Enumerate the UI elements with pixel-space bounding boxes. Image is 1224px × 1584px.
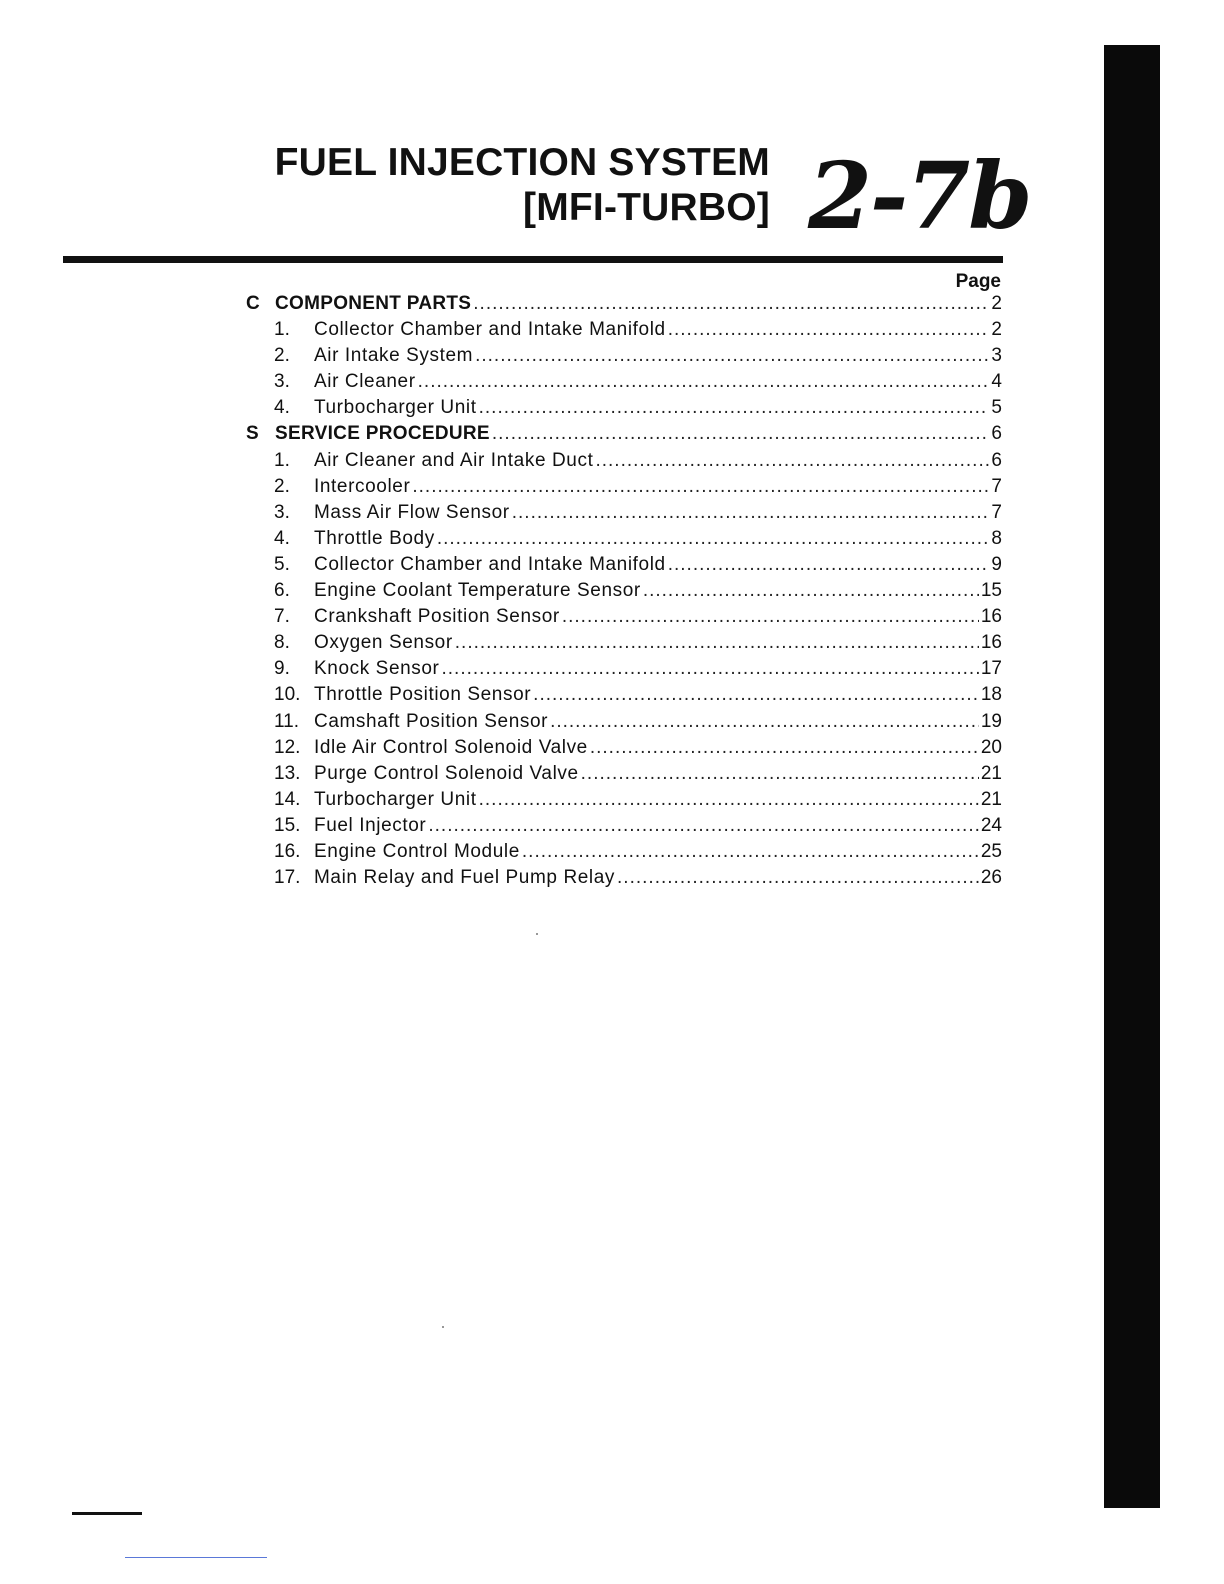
toc-item-row[interactable]	[246, 865, 1002, 891]
toc-item-number: 10.	[274, 684, 301, 706]
toc-item-row[interactable]	[246, 500, 1002, 526]
toc-item-title: Knock Sensor	[314, 658, 440, 680]
toc-section-title: SERVICE PROCEDURE	[275, 423, 490, 445]
toc-item-number: 5.	[274, 553, 290, 575]
toc-page-number: 26	[980, 867, 1002, 889]
toc-leader-dots	[442, 656, 979, 682]
toc-item-row[interactable]	[246, 787, 1002, 813]
toc-item-row[interactable]	[246, 682, 1002, 708]
toc-item-row[interactable]	[246, 317, 1002, 343]
toc-leader-dots	[522, 839, 979, 865]
toc-leader-dots	[473, 291, 989, 317]
toc-page-number: 2	[991, 319, 1002, 341]
toc-item-title: Air Cleaner	[314, 371, 416, 393]
toc-leader-dots	[492, 421, 990, 447]
toc-leader-dots	[479, 787, 979, 813]
toc-item-number: 6.	[274, 580, 290, 602]
thumb-index-edge-bar	[1104, 45, 1160, 1508]
toc-page-number: 7	[991, 475, 1002, 497]
toc-page-number: 7	[991, 501, 1002, 523]
toc-leader-dots	[512, 500, 990, 526]
toc-page-number: 6	[991, 423, 1002, 445]
toc-page-column-label: Page	[955, 271, 1001, 292]
toc-item-number: 12.	[274, 736, 301, 758]
toc-leader-dots	[412, 474, 989, 500]
toc-page-number: 16	[980, 606, 1002, 628]
toc-page-number: 8	[991, 527, 1002, 549]
toc-leader-dots	[595, 448, 989, 474]
toc-item-row[interactable]	[246, 656, 1002, 682]
toc-item-number: 13.	[274, 762, 301, 784]
toc-leader-dots	[418, 369, 990, 395]
toc-item-number: 2.	[274, 345, 290, 367]
toc-leader-dots	[590, 735, 979, 761]
toc-item-row[interactable]	[246, 395, 1002, 421]
toc-item-title: Turbocharger Unit	[314, 397, 477, 419]
toc-page-number: 24	[980, 814, 1002, 836]
toc-item-row[interactable]	[246, 709, 1002, 735]
toc-item-number: 17.	[274, 867, 301, 889]
toc-section-letter: C	[246, 293, 260, 314]
toc-page-number: 6	[991, 449, 1002, 471]
toc-page-number: 3	[991, 345, 1002, 367]
scan-mark	[72, 1512, 142, 1515]
toc-leader-dots	[643, 578, 979, 604]
toc-item-row[interactable]	[246, 813, 1002, 839]
toc-section-letter: S	[246, 423, 259, 445]
toc-item-row[interactable]	[246, 630, 1002, 656]
toc-section-row[interactable]	[246, 421, 1002, 447]
toc-page-number: 2	[991, 293, 1002, 314]
toc-item-title: Collector Chamber and Intake Manifold	[314, 553, 666, 575]
toc-item-number: 3.	[274, 501, 290, 523]
toc-item-title: Idle Air Control Solenoid Valve	[314, 736, 588, 758]
toc-page-number: 20	[980, 736, 1002, 758]
toc-page-number: 5	[991, 397, 1002, 419]
toc-item-number: 1.	[274, 319, 290, 341]
toc-page-number: 4	[991, 371, 1002, 393]
title-line-2: [MFI-TURBO]	[523, 186, 770, 229]
toc-item-title: Camshaft Position Sensor	[314, 710, 549, 732]
toc-item-title: Air Cleaner and Air Intake Duct	[314, 449, 594, 471]
toc-item-title: Engine Control Module	[314, 840, 520, 862]
toc-leader-dots	[581, 761, 979, 787]
toc-item-row[interactable]	[246, 839, 1002, 865]
toc-item-title: Intercooler	[314, 475, 411, 497]
toc-page-number: 21	[980, 762, 1002, 784]
toc-item-row[interactable]	[246, 552, 1002, 578]
toc-leader-dots	[437, 526, 990, 552]
header-rule	[63, 256, 1003, 263]
toc-page-number: 21	[980, 788, 1002, 810]
toc-item-number: 1.	[274, 449, 290, 471]
toc-item-number: 9.	[274, 658, 290, 680]
toc-item-title: Engine Coolant Temperature Sensor	[314, 580, 641, 602]
toc-item-title: Main Relay and Fuel Pump Relay	[314, 867, 616, 889]
toc-item-title: Fuel Injector	[314, 814, 427, 836]
toc-item-number: 16.	[274, 840, 301, 862]
toc-item-number: 11.	[274, 710, 300, 732]
toc-item-row[interactable]	[246, 474, 1002, 500]
toc-leader-dots	[455, 630, 979, 656]
toc-item-number: 3.	[274, 371, 290, 393]
toc-page-number: 15	[980, 580, 1002, 602]
toc-item-title: Throttle Body	[314, 527, 435, 549]
toc-item-title: Collector Chamber and Intake Manifold	[314, 319, 666, 341]
toc-page-number: 18	[980, 684, 1002, 706]
toc-item-number: 15.	[274, 814, 301, 836]
toc-item-row[interactable]	[246, 526, 1002, 552]
toc-item-number: 14.	[274, 788, 301, 810]
toc-leader-dots	[533, 682, 979, 708]
toc-item-row[interactable]	[246, 735, 1002, 761]
toc-leader-dots	[479, 395, 990, 421]
dust-speck	[536, 933, 538, 935]
toc-item-row[interactable]	[246, 761, 1002, 787]
page-title	[150, 140, 770, 230]
table-of-contents	[246, 291, 1002, 891]
toc-item-title: Throttle Position Sensor	[314, 684, 532, 706]
toc-leader-dots	[428, 813, 979, 839]
toc-item-title: Crankshaft Position Sensor	[314, 606, 560, 628]
toc-page-number: 16	[980, 632, 1002, 654]
section-number: 2-7b	[808, 142, 1031, 250]
toc-item-row[interactable]	[246, 604, 1002, 630]
toc-item-number: 8.	[274, 632, 290, 654]
toc-item-title: Purge Control Solenoid Valve	[314, 762, 579, 784]
toc-page-number: 9	[991, 553, 1002, 575]
blue-rule-line	[125, 1557, 267, 1558]
toc-item-row[interactable]	[246, 448, 1002, 474]
toc-item-row[interactable]	[246, 369, 1002, 395]
toc-leader-dots	[668, 552, 990, 578]
toc-item-title: Air Intake System	[314, 345, 474, 367]
toc-item-row[interactable]	[246, 578, 1002, 604]
toc-page-number: 19	[980, 710, 1002, 732]
toc-leader-dots	[562, 604, 979, 630]
toc-page-number: 25	[980, 840, 1002, 862]
toc-item-number: 2.	[274, 475, 290, 497]
toc-item-title: Mass Air Flow Sensor	[314, 501, 510, 523]
toc-leader-dots	[475, 343, 989, 369]
toc-page-number: 17	[980, 658, 1002, 680]
dust-speck	[442, 1326, 444, 1328]
title-line-1: FUEL INJECTION SYSTEM	[274, 141, 770, 184]
toc-item-title: Turbocharger Unit	[314, 788, 477, 810]
toc-item-number: 4.	[274, 527, 290, 549]
toc-section-row[interactable]	[246, 291, 1002, 317]
toc-section-title: COMPONENT PARTS	[275, 293, 472, 314]
toc-item-number: 4.	[274, 397, 290, 419]
toc-item-row[interactable]	[246, 343, 1002, 369]
toc-item-title: Oxygen Sensor	[314, 632, 453, 654]
toc-item-number: 7.	[274, 606, 290, 628]
toc-leader-dots	[617, 865, 979, 891]
toc-leader-dots	[668, 317, 990, 343]
toc-leader-dots	[550, 709, 979, 735]
